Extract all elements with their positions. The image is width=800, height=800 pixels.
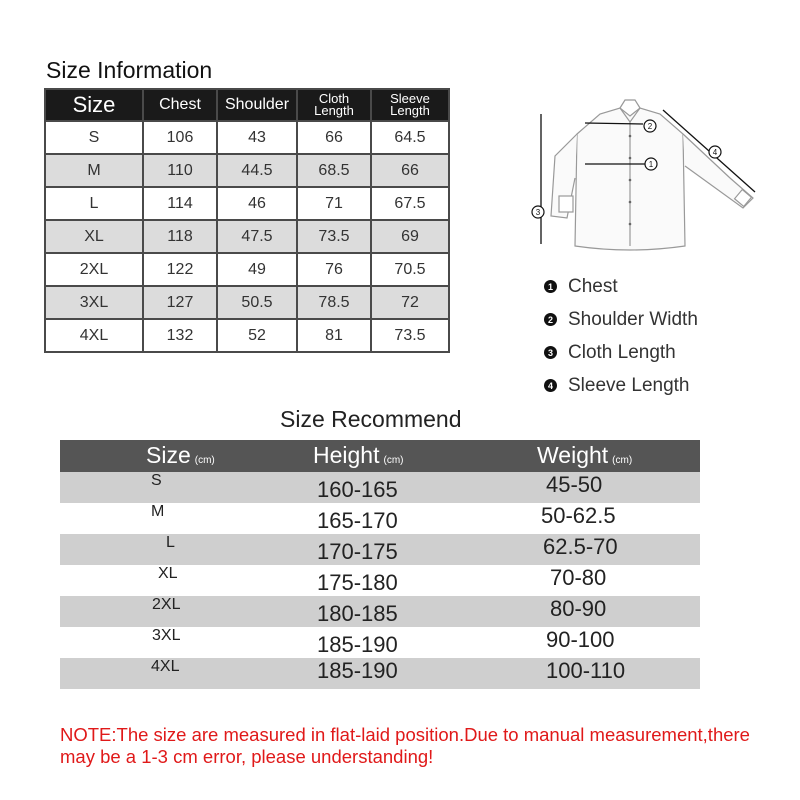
table-header-row <box>60 440 700 472</box>
cell-size: 2XL <box>45 253 143 286</box>
cell-cloth-length: 71 <box>297 187 371 220</box>
cell-size: M <box>45 154 143 187</box>
cell-chest: 118 <box>143 220 217 253</box>
cell-height: 185-190 <box>317 658 398 683</box>
marker-4-label: 4 <box>712 148 718 157</box>
marker-2-label: 2 <box>647 122 653 131</box>
diagram-legend <box>544 270 698 402</box>
cell-size: 3XL <box>152 627 181 644</box>
table-row <box>60 658 700 689</box>
size-information-table <box>44 88 450 353</box>
legend-item-sleeve-length <box>544 369 698 402</box>
marker-1-label: 1 <box>648 160 654 169</box>
shirt-diagram <box>525 96 760 256</box>
header-size <box>146 442 215 469</box>
cell-weight: 100-110 <box>546 658 626 683</box>
cell-chest: 122 <box>143 253 217 286</box>
marker-2 <box>644 120 656 132</box>
cell-weight: 70-80 <box>550 565 607 590</box>
table-row <box>45 154 449 187</box>
measurement-note: NOTE:The size are measured in flat-laid position.Due to manual measurement,there may be a 1-3 cm error, please understanding! <box>60 724 750 767</box>
legend-label: Chest <box>568 275 618 297</box>
cell-weight: 45-50 <box>546 472 603 497</box>
cell-size: S <box>45 121 143 154</box>
table-row <box>45 187 449 220</box>
cell-chest: 110 <box>143 154 217 187</box>
header-shoulder: Shoulder <box>217 89 297 121</box>
cell-shoulder: 50.5 <box>217 286 297 319</box>
cell-cloth-length: 66 <box>297 121 371 154</box>
cell-size: 2XL <box>152 596 181 613</box>
legend-item-cloth-length <box>544 336 698 369</box>
marker-3-label: 3 <box>535 208 541 217</box>
cell-size: M <box>151 503 165 520</box>
cell-height: 160-165 <box>317 477 398 502</box>
legend-number-icon: 1 <box>544 280 557 293</box>
table-row <box>60 534 700 565</box>
legend-item-chest <box>544 270 698 303</box>
cell-size: XL <box>45 220 143 253</box>
cell-chest: 132 <box>143 319 217 352</box>
cell-weight: 90-100 <box>546 627 615 652</box>
cell-sleeve-length: 69 <box>371 220 449 253</box>
legend-number-icon: 2 <box>544 313 557 326</box>
cell-height: 165-170 <box>317 508 398 533</box>
table-row <box>60 596 700 627</box>
cell-sleeve-length: 73.5 <box>371 319 449 352</box>
cell-shoulder: 43 <box>217 121 297 154</box>
table-row <box>45 253 449 286</box>
cell-height: 180-185 <box>317 601 398 626</box>
header-height-label: Height <box>313 442 380 468</box>
size-recommend-title: Size Recommend <box>280 406 462 432</box>
cell-shoulder: 49 <box>217 253 297 286</box>
cell-chest: 114 <box>143 187 217 220</box>
cell-weight: 80-90 <box>550 596 607 621</box>
legend-label: Shoulder Width <box>568 308 698 330</box>
cell-size: S <box>151 472 162 489</box>
cell-cloth-length: 76 <box>297 253 371 286</box>
cell-size: 3XL <box>45 286 143 319</box>
legend-label: Cloth Length <box>568 341 676 363</box>
cell-cloth-length: 81 <box>297 319 371 352</box>
cell-chest: 106 <box>143 121 217 154</box>
table-row <box>45 286 449 319</box>
header-size: Size <box>45 89 143 121</box>
cell-sleeve-length: 72 <box>371 286 449 319</box>
cell-height: 170-175 <box>317 539 398 564</box>
size-information-title: Size Information <box>46 57 213 83</box>
cell-cloth-length: 68.5 <box>297 154 371 187</box>
header-size-unit: (cm) <box>194 455 215 466</box>
table-row <box>60 627 700 658</box>
legend-label: Sleeve Length <box>568 374 690 396</box>
header-weight <box>537 442 632 469</box>
table-row <box>45 121 449 154</box>
cell-size: 4XL <box>151 658 180 675</box>
header-cloth-length: Cloth Length <box>297 89 371 121</box>
cell-weight: 62.5-70 <box>543 534 618 559</box>
header-chest: Chest <box>143 89 217 121</box>
cell-sleeve-length: 67.5 <box>371 187 449 220</box>
cell-height: 185-190 <box>317 632 398 657</box>
cell-shoulder: 44.5 <box>217 154 297 187</box>
table-row <box>45 220 449 253</box>
table-row <box>60 472 700 503</box>
cell-height: 175-180 <box>317 570 398 595</box>
cell-size: L <box>45 187 143 220</box>
marker-3 <box>532 206 544 218</box>
header-height-unit: (cm) <box>383 455 404 466</box>
cell-sleeve-length: 66 <box>371 154 449 187</box>
cell-chest: 127 <box>143 286 217 319</box>
cell-cloth-length: 73.5 <box>297 220 371 253</box>
cell-shoulder: 46 <box>217 187 297 220</box>
header-weight-label: Weight <box>537 442 609 468</box>
cell-size: 4XL <box>45 319 143 352</box>
cell-sleeve-length: 64.5 <box>371 121 449 154</box>
cell-weight: 50-62.5 <box>541 503 616 528</box>
legend-number-icon: 3 <box>544 346 557 359</box>
marker-1 <box>645 158 657 170</box>
legend-number-icon: 4 <box>544 379 557 392</box>
cell-shoulder: 47.5 <box>217 220 297 253</box>
header-size-label: Size <box>146 442 191 468</box>
header-weight-unit: (cm) <box>612 455 633 466</box>
table-row <box>60 565 700 596</box>
table-row <box>60 503 700 534</box>
marker-4 <box>709 146 721 158</box>
legend-item-shoulder-width <box>544 303 698 336</box>
cell-cloth-length: 78.5 <box>297 286 371 319</box>
cell-shoulder: 52 <box>217 319 297 352</box>
header-height <box>313 442 403 469</box>
table-row <box>45 319 449 352</box>
header-sleeve-length: Sleeve Length <box>371 89 449 121</box>
cell-sleeve-length: 70.5 <box>371 253 449 286</box>
cell-size: L <box>166 534 175 551</box>
cell-size: XL <box>158 565 178 582</box>
table-header-row <box>45 89 449 121</box>
size-recommend-table <box>60 440 700 689</box>
